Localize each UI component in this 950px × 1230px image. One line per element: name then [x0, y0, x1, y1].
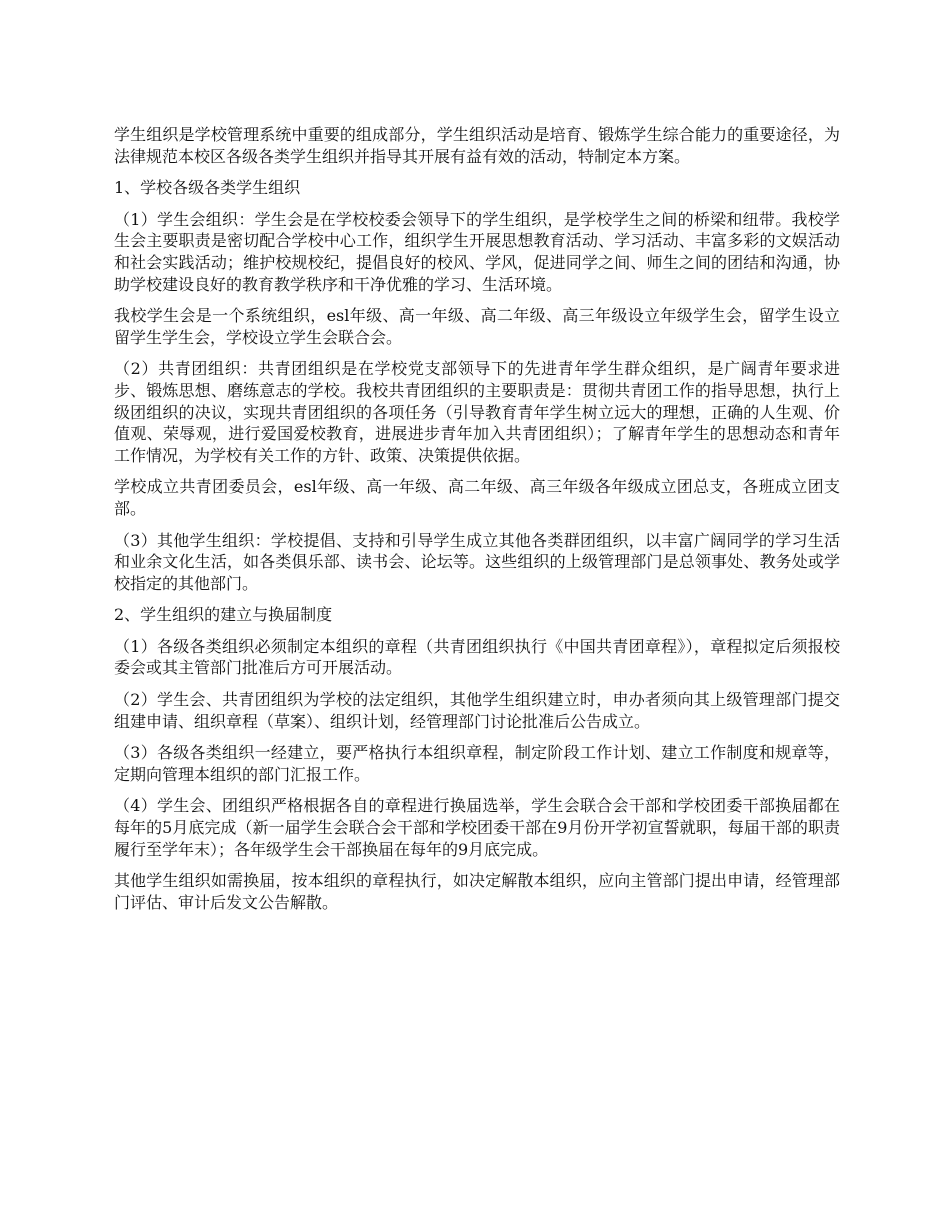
paragraph-rule-1: （1）各级各类组织必须制定本组织的章程（共青团组织执行《中国共青团章程》），章程拟定后须报校委会或其主管部门批准后方可开展活动。: [114, 636, 840, 678]
paragraph-youth-league: （2）共青团组织：共青团组织是在学校党支部领导下的先进青年学生群众组织，是广阔青年要求进步、锻炼思想、磨练意志的学校。我校共青团组织的主要职责是：贯彻共青团工作的指导思想，执行上级团组织的决议，实现共青团组织的各项任务（引导教育青年学生树立远大的理想，正确的人生观、价值观、荣辱观，进行爱国爱校教育，进展进步青年加入共青团组织）；了解青年学生的思想动态和青年工作情况，为学校有关工作的方针、政策、决策提供依据。: [114, 359, 840, 465]
intro-paragraph: 学生组织是学校管理系统中重要的组成部分，学生组织活动是培育、锻炼学生综合能力的重要途径，为法律规范本校区各级各类学生组织并指导其开展有益有效的活动，特制定本方案。: [114, 125, 840, 166]
paragraph-student-union: （1）学生会组织：学生会是在学校校委会领导下的学生组织，是学校学生之间的桥梁和纽带。我校学生会主要职责是密切配合学校中心工作，组织学生开展思想教育活动、学习活动、丰富多彩的文娱活动和社会实践活动；维护校规校纪，提倡良好的校风、学风，促进同学之间、师生之间的团结和沟通，协助学校建设良好的教育教学秩序和干净优雅的学习、生活环境。: [114, 209, 840, 294]
paragraph-youth-league-structure: 学校成立共青团委员会，esl年级、高一年级、高二年级、高三年级各年级成立团总支，各班成立团支部。: [114, 477, 840, 518]
section-heading-2: 2、学生组织的建立与换届制度: [114, 605, 333, 625]
section-heading-1: 1、学校各级各类学生组织: [114, 178, 301, 198]
paragraph-dissolution: 其他学生组织如需换届，按本组织的章程执行，如决定解散本组织，应向主管部门提出申请，经管理部门评估、审计后发文公告解散。: [114, 871, 840, 912]
document-body: [114, 124, 840, 923]
paragraph-student-union-structure: 我校学生会是一个系统组织，esl年级、高一年级、高二年级、高三年级设立年级学生会，留学生设立留学生学生会，学校设立学生会联合会。: [114, 306, 840, 347]
paragraph-rule-3: （3）各级各类组织一经建立，要严格执行本组织章程，制定阶段工作计划、建立工作制度和规章等，定期向管理本组织的部门汇报工作。: [114, 743, 840, 784]
paragraph-other-organizations: （3）其他学生组织：学校提倡、支持和引导学生成立其他各类群团组织，以丰富广阔同学的学习生活和业余文化生活，如各类俱乐部、读书会、论坛等。这些组织的上级管理部门是总领事处、教务处或学校指定的其他部门。: [114, 530, 840, 593]
paragraph-rule-4: （4）学生会、团组织严格根据各自的章程进行换届选举，学生会联合会干部和学校团委干部换届都在每年的5月底完成（新一届学生会联合会干部和学校团委干部在9月份开学初宣誓就职，每届干部的职责履行至学年末）；各年级学生会干部换届在每年的9月底完成。: [114, 796, 840, 859]
paragraph-rule-2: （2）学生会、共青团组织为学校的法定组织，其他学生组织建立时，申办者须向其上级管理部门提交组建申请、组织章程（草案）、组织计划，经管理部门讨论批准后公告成立。: [114, 690, 840, 731]
